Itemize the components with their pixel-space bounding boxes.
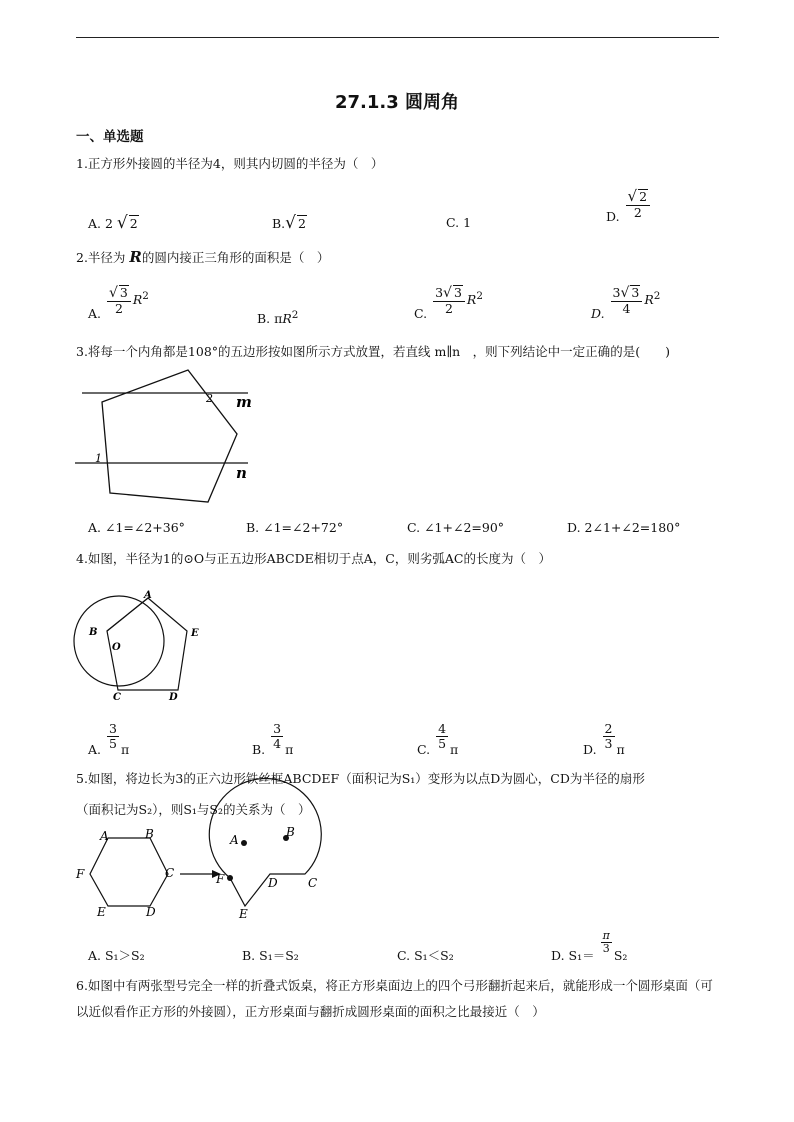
question-6-text: 6.如图中有两张型号完全一样的折叠式饭桌，将正方形桌面边上的四个弓形翻折起来后，就能形成一个圆形桌面（可以近似看作正方形的外接圆），正方形桌面与翻折成圆形桌面的面积之比最接近（ ） bbox=[76, 978, 713, 1019]
fraction: $\frac{2}{3}$ bbox=[604, 721, 613, 751]
q5-option-a[interactable]: A. S₁＞S₂ bbox=[88, 948, 145, 963]
question-5-line-1: 5.如图，将边长为3的正六边形铁丝框ABCDEF（面积记为S₁）变形为以点D为圆心，CD为半径的扇形 bbox=[76, 771, 645, 786]
label-d: D bbox=[169, 692, 178, 703]
q3-option-c[interactable]: C. ∠1+∠2=90° bbox=[407, 520, 505, 535]
fraction: $\frac{√ 3}{2}$ bbox=[107, 285, 131, 316]
sector-label-d: D bbox=[268, 876, 278, 890]
q5-option-c[interactable]: C. S₁＜S₂ bbox=[397, 948, 454, 963]
sector-label-a: A bbox=[230, 833, 239, 847]
sqrt-icon: √ bbox=[443, 285, 452, 301]
sqrt-icon: √ bbox=[109, 285, 118, 301]
pentagon bbox=[102, 370, 237, 502]
label-n: n bbox=[236, 464, 247, 482]
sector-label-b: B bbox=[286, 825, 295, 839]
hexagon-abcdef bbox=[90, 838, 168, 906]
label-m: m bbox=[236, 393, 252, 411]
label-e: E bbox=[191, 628, 199, 639]
point-f bbox=[227, 875, 233, 881]
label-a: A bbox=[144, 590, 152, 601]
hex-label-f: F bbox=[76, 867, 85, 881]
q4-option-d[interactable]: D. $\frac{2}{3}$ π bbox=[583, 721, 625, 757]
q3-option-a[interactable]: A. ∠1=∠2+36° bbox=[88, 520, 185, 535]
q3-option-d[interactable]: D. 2∠1+∠2=180° bbox=[567, 520, 681, 535]
hex-label-a: A bbox=[100, 829, 109, 843]
question-4-text: 4.如图，半径为1的⊙O与正五边形ABCDE相切于点A，C，则劣弧AC的长度为（ ） bbox=[76, 551, 551, 566]
question-5-line-2: （面积记为S₂），则S₁与S₂的关系为（ ） bbox=[76, 802, 311, 817]
q1-option-c[interactable]: C. 1 bbox=[446, 215, 472, 230]
circle-pentagon-figure bbox=[72, 586, 222, 706]
label-angle-2: 2 bbox=[206, 392, 213, 405]
sector-label-e: E bbox=[239, 907, 248, 921]
fraction: $\frac{3}{4}$ bbox=[273, 721, 282, 751]
fraction: $\frac{\pi}{3}$ bbox=[602, 929, 610, 956]
question-1-text: 1.正方形外接圆的半径为4，则其内切圆的半径为（ ） bbox=[76, 156, 384, 171]
q2-option-d[interactable]: D. $\frac{3√ 3}{4}$ $R^2$ bbox=[591, 285, 661, 322]
fraction: $\frac{4}{5}$ bbox=[438, 721, 447, 751]
q4-option-b[interactable]: B. $\frac{3}{4}$ π bbox=[252, 721, 294, 757]
sqrt-icon: √ bbox=[116, 213, 128, 233]
page-title: 27.1.3 圆周角 bbox=[334, 92, 460, 113]
hex-label-e: E bbox=[97, 905, 106, 919]
q1-option-b[interactable]: B.√ 2 bbox=[272, 213, 306, 233]
hex-label-b: B bbox=[145, 827, 154, 841]
sqrt-icon: √ bbox=[620, 285, 630, 301]
q4-option-a[interactable]: A. $\frac{3}{5}$ π bbox=[88, 721, 130, 757]
hexagon-sector-figure bbox=[72, 826, 332, 926]
fraction: $\frac{3√ 3}{4}$ bbox=[611, 285, 643, 316]
point-a bbox=[241, 840, 247, 846]
header-rule bbox=[76, 37, 719, 38]
q2-option-b[interactable]: B. $\pi R^2$ bbox=[257, 309, 299, 327]
label-angle-1: 1 bbox=[95, 452, 102, 465]
sector-label-f: F bbox=[216, 872, 225, 886]
q5-option-b[interactable]: B. S₁＝S₂ bbox=[242, 948, 299, 963]
sector-label-c: C bbox=[308, 876, 318, 890]
q2-option-c[interactable]: C. $\frac{3√ 3}{2}$ $R^2$ bbox=[414, 285, 483, 322]
fraction: $\frac{3}{5}$ bbox=[109, 721, 117, 751]
label-b: B bbox=[89, 627, 98, 638]
question-3-text: 3.将每一个内角都是108°的五边形按如图所示方式放置，若直线 m∥n ，则下列结论中一定正确的是( ) bbox=[76, 344, 670, 359]
q1-option-d[interactable]: D. $\frac{√ 2}{2}$ bbox=[606, 188, 652, 224]
q1-option-a[interactable]: A. 2 √ 2 bbox=[88, 213, 138, 233]
circle-o bbox=[74, 596, 164, 686]
sqrt-icon: √ bbox=[285, 213, 297, 233]
question-2-text: 2.半径为 R的圆内接正三角形的面积是（ ） bbox=[76, 248, 330, 266]
pentagon-parallel-lines-figure bbox=[70, 362, 270, 512]
q4-option-c[interactable]: C. $\frac{4}{5}$ π bbox=[417, 721, 459, 757]
hex-label-c: C bbox=[165, 866, 175, 880]
q3-option-b[interactable]: B. ∠1=∠2+72° bbox=[246, 520, 344, 535]
fraction: $\frac{3√ 3}{2}$ bbox=[433, 285, 465, 316]
hex-label-d: D bbox=[146, 905, 156, 919]
label-o: O bbox=[112, 642, 121, 653]
label-c: C bbox=[113, 692, 121, 703]
sqrt-icon: √ bbox=[627, 187, 638, 205]
section-heading: 一、单选题 bbox=[76, 129, 144, 145]
q2-option-a[interactable]: A. $\frac{√ 3}{2}$ $R^2$ bbox=[88, 285, 149, 322]
fraction: $\frac{√ 2}{2}$ bbox=[626, 188, 651, 219]
q5-option-d[interactable]: D. S₁＝ $\frac{\pi}{3}$ S₂ bbox=[551, 929, 628, 964]
